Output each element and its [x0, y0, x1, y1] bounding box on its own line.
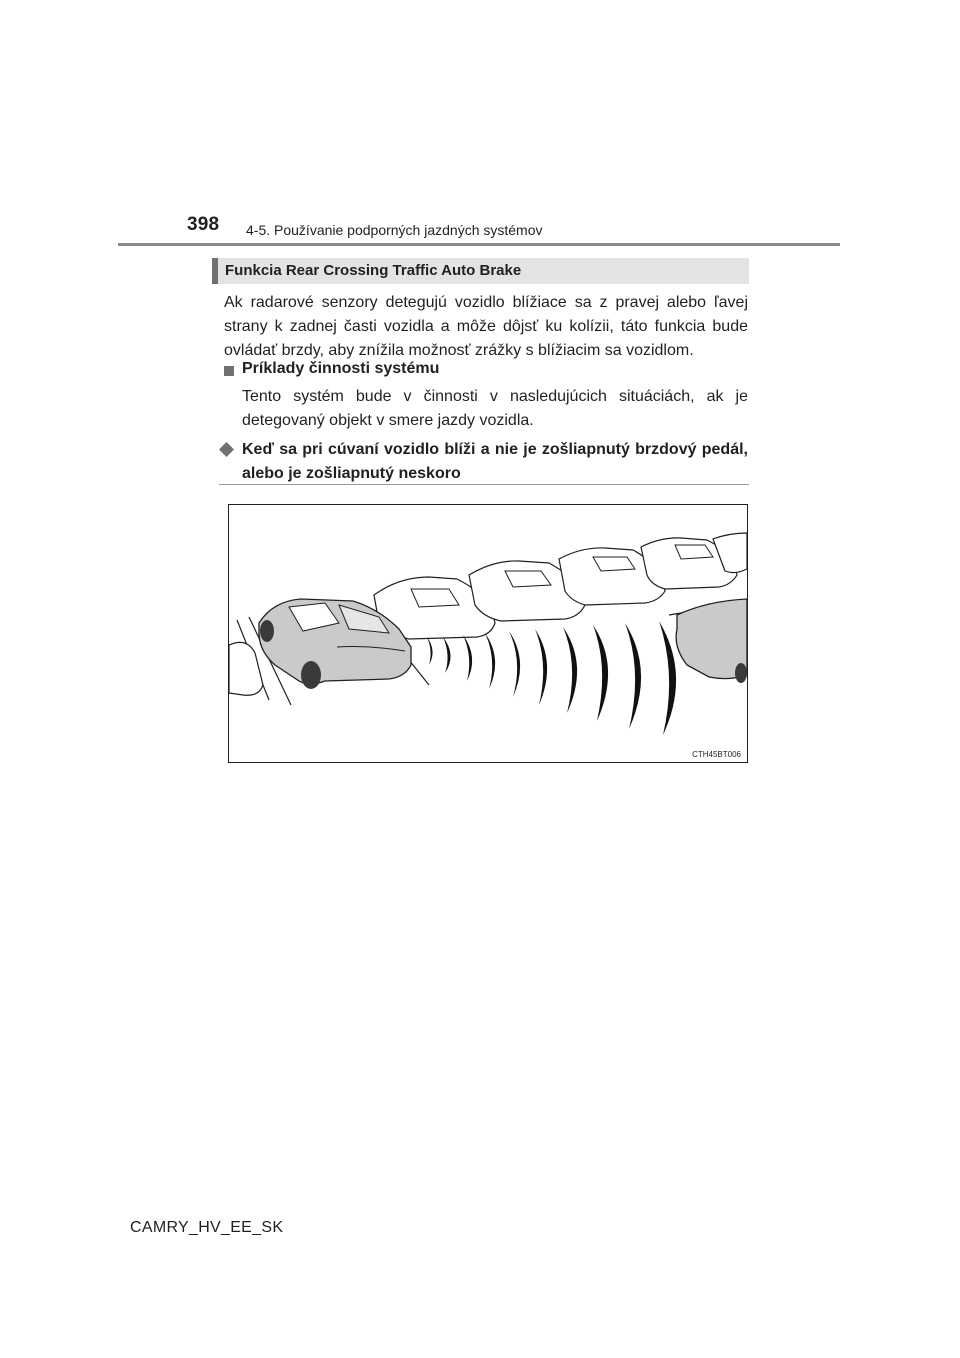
illustration-rear-cross-traffic — [228, 504, 748, 763]
page-number: 398 — [187, 214, 220, 235]
footer-model-code: CAMRY_HV_EE_SK — [130, 1219, 284, 1236]
heading-accent-bar — [212, 258, 218, 284]
case-heading: Keď sa pri cúvaní vozidlo blíži a nie je zošliapnutý brzdový pedál, alebo je zošliapnutý neskoro — [242, 441, 748, 482]
header-divider — [118, 243, 840, 246]
square-bullet-icon — [224, 366, 234, 376]
section-heading-bar — [212, 258, 749, 284]
section-title: 4-5. Používanie podporných jazdných systémov — [246, 222, 543, 238]
subsection-heading: Príklady činnosti systému — [242, 360, 440, 377]
diamond-bullet-icon — [219, 442, 234, 457]
radar-waves — [427, 621, 676, 735]
case-divider — [219, 484, 749, 485]
subsection-body: Tento systém bude v činnosti v nasledujúcich situáciách, ak je detegovaný objekt v smere jazdy vozidla. — [242, 388, 748, 429]
figure-code: CTH45BT006 — [692, 750, 741, 759]
left-partial-car — [229, 642, 263, 695]
intro-paragraph: Ak radarové senzory detegujú vozidlo blížiace sa z pravej alebo ľavej strany k zadnej časti vozidla a môže dôjsť ku kolízii, táto funkcia bude ovládať brzdy, aby znížila možnosť zrážky s blížiacim sa vozidlom. — [224, 294, 748, 359]
section-heading: Funkcia Rear Crossing Traffic Auto Brake — [225, 262, 522, 279]
parking-scene-drawing — [229, 505, 747, 762]
